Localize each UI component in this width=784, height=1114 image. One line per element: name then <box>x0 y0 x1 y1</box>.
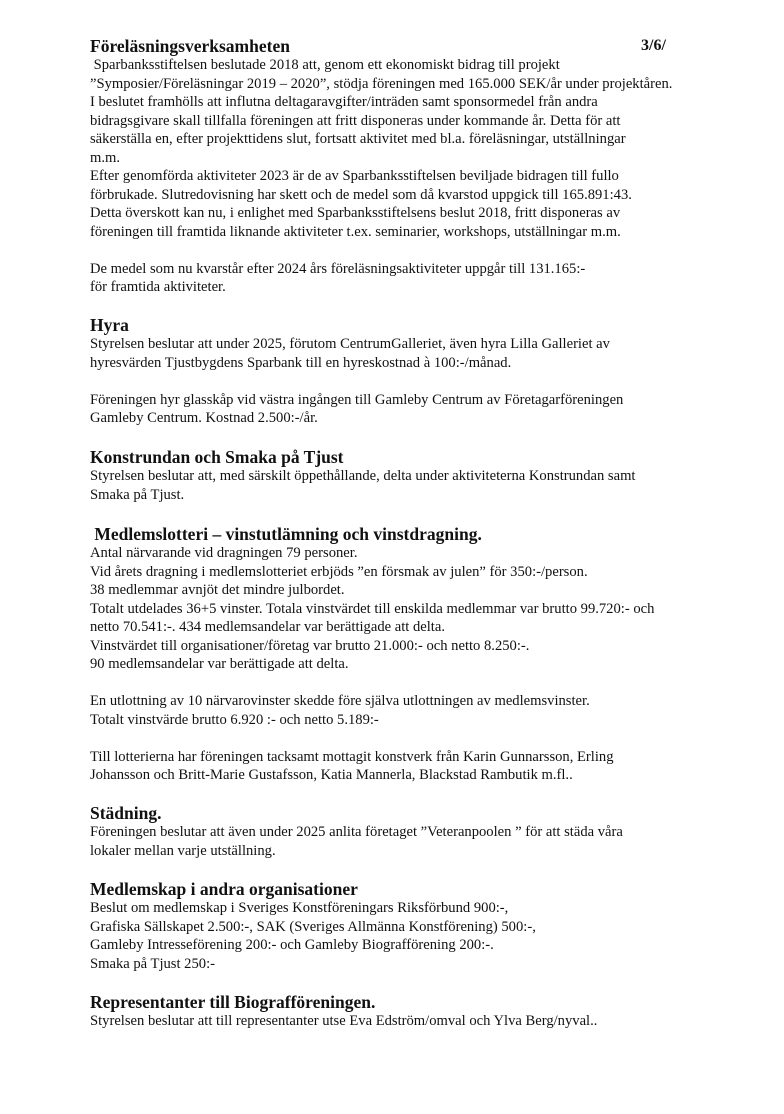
text-line: lokaler mellan varje utställning. <box>90 842 276 859</box>
text-line: netto 70.541:-. 434 medlemsandelar var berättigade att delta. <box>90 619 445 635</box>
section-heading: Städning. <box>90 803 162 823</box>
text-line: Föreningen hyr glasskåp vid västra ingången till Gamleby Centrum av Företagarföreningen <box>90 391 624 408</box>
blank-line <box>90 674 770 693</box>
text-line: Till lotterierna har föreningen tacksamt mottagit konstverk från Karin Gunnarsson, Erling <box>90 748 614 765</box>
text-line: ”Symposier/Föreläsningar 2019 – 2020”, stödja föreningen med 165.000 SEK/år under projektåren. <box>90 75 673 92</box>
text-line: 90 medlemsandelar var berättigade att delta. <box>90 656 349 672</box>
text-line: Sparbanksstiftelsen beslutade 2018 att, genom ett ekonomiskt bidrag till projekt <box>90 57 560 73</box>
text-line: säkerställa en, efter projekttidens slut, fortsatt aktivitet med bl.a. föreläsningar, utställningar <box>90 131 626 147</box>
text-line: Smaka på Tjust 250:- <box>90 955 215 972</box>
section-konstrundan <box>90 447 770 504</box>
section-forelasningsverksamheten <box>90 36 770 297</box>
blank-line <box>90 729 770 748</box>
text-line: Smaka på Tjust. <box>90 486 185 503</box>
section-hyra <box>90 315 770 428</box>
text-line: bidragsgivare skall tillfalla föreningen att fritt disponeras under kommande år. Detta för att <box>90 112 621 129</box>
page-number: 3/6/ <box>641 37 666 54</box>
section-heading: Hyra <box>90 315 129 335</box>
text-line: I beslutet framhölls att influtna deltagaravgifter/inträden samt sponsormedel från andra <box>90 94 598 110</box>
section-medlemskap <box>90 879 770 973</box>
text-line: Styrelsen beslutar att, med särskilt öppethållande, delta under aktiviteterna Konstrundan samt <box>90 468 636 484</box>
text-line: Gamleby Centrum. Kostnad 2.500:-/år. <box>90 410 318 426</box>
text-line: hyresvärden Tjustbygdens Sparbank till en hyreskostnad à 100:-/månad. <box>90 354 512 371</box>
text-line: De medel som nu kvarstår efter 2024 års föreläsningsaktiviteter uppgår till 131.165:- <box>90 260 586 277</box>
text-line: Vinstvärdet till organisationer/företag var brutto 21.000:- och netto 8.250:-. <box>90 637 530 654</box>
text-line: Totalt utdelades 36+5 vinster. Totala vinstvärdet till enskilda medlemmar var brutto 99.720:- och <box>90 600 655 617</box>
text-line: Efter genomförda aktiviteter 2023 är de av Sparbanksstiftelsen beviljade bidragen till fullo <box>90 168 619 184</box>
section-heading: Föreläsningsverksamheten <box>90 36 290 56</box>
section-heading: Konstrundan och Smaka på Tjust <box>90 447 344 467</box>
blank-line <box>90 372 770 391</box>
text-line: för framtida aktiviteter. <box>90 279 226 295</box>
text-line: Vid årets dragning i medlemslotteriet erbjöds ”en försmak av julen” för 350:-/person. <box>90 563 588 580</box>
text-line: Detta överskott kan nu, i enlighet med Sparbanksstiftelsens beslut 2018, fritt disponeras av <box>90 205 621 221</box>
text-line: Grafiska Sällskapet 2.500:-, SAK (Sveriges Allmänna Konstförening) 500:-, <box>90 918 536 935</box>
text-line: 38 medlemmar avnjöt det mindre julbordet. <box>90 582 345 598</box>
text-line: förbrukade. Slutredovisning har skett och de medel som då kvarstod uppgick till 165.891:43. <box>90 186 632 203</box>
text-line: Beslut om medlemskap i Sveriges Konstföreningars Riksförbund 900:-, <box>90 900 509 916</box>
section-heading: Medlemslotteri – vinstutlämning och vinstdragning. <box>90 524 482 544</box>
text-line: Styrelsen beslutar att under 2025, förutom CentrumGalleriet, även hyra Lilla Galleriet av <box>90 336 610 352</box>
text-line: Styrelsen beslutar att till representanter utse Eva Edström/omval och Ylva Berg/nyval.. <box>90 1013 598 1029</box>
text-line: Totalt vinstvärde brutto 6.920 :- och netto 5.189:- <box>90 711 379 728</box>
text-line: En utlottning av 10 närvarovinster skedde före själva utlottningen av medlemsvinster. <box>90 693 590 709</box>
text-line: Johansson och Britt-Marie Gustafsson, Katia Mannerla, Blackstad Rambutik m.fl.. <box>90 767 573 783</box>
text-line: föreningen till framtida liknande aktiviteter t.ex. seminarier, workshops, utställningar m.m. <box>90 223 621 240</box>
section-medlemslotteri <box>90 524 770 785</box>
section-stadning <box>90 803 770 860</box>
text-line: Antal närvarande vid dragningen 79 personer. <box>90 545 358 561</box>
text-line: m.m. <box>90 149 120 166</box>
section-heading: Representanter till Biografföreningen. <box>90 992 376 1012</box>
section-heading: Medlemskap i andra organisationer <box>90 879 358 899</box>
text-line: Föreningen beslutar att även under 2025 anlita företaget ”Veteranpoolen ” för att städa våra <box>90 824 623 840</box>
text-line: Gamleby Intresseförening 200:- och Gamleby Biografförening 200:-. <box>90 937 494 953</box>
section-representanter <box>90 992 770 1031</box>
blank-line <box>90 241 770 260</box>
